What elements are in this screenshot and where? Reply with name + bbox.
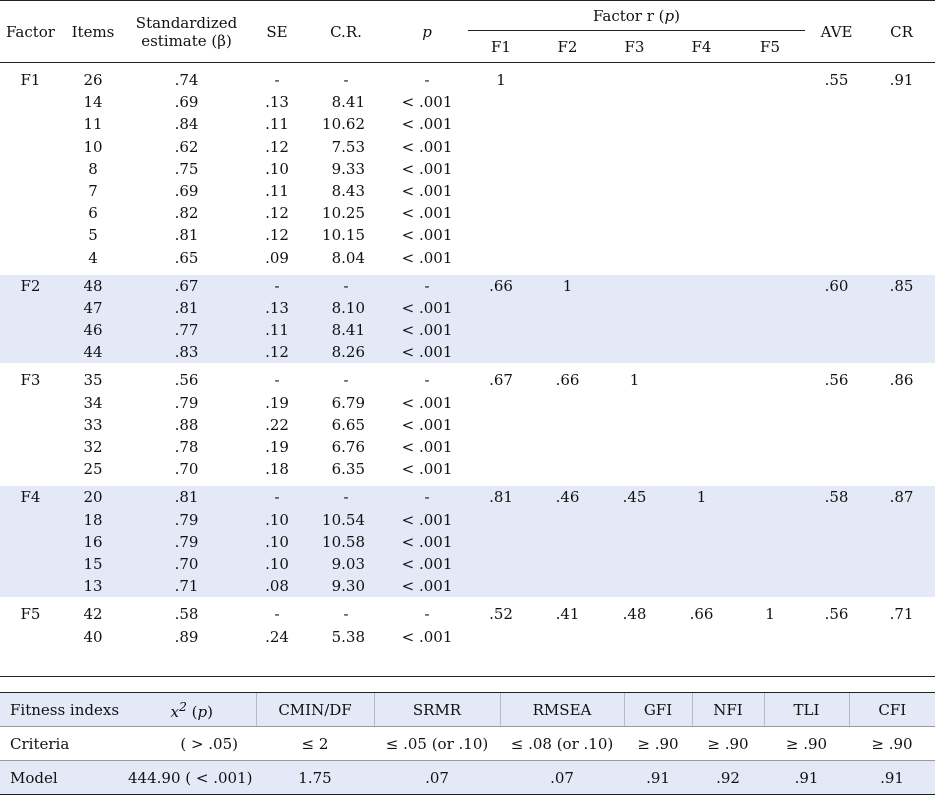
- header-std-line2: estimate (β): [141, 31, 232, 50]
- criteria-gfi: ≥ .90: [637, 734, 679, 753]
- fitness-header-nfi: NFI: [692, 693, 764, 727]
- cr-value: .85: [868, 275, 935, 364]
- p-value: < .001: [401, 93, 453, 112]
- item-number: 8: [88, 159, 98, 178]
- p-value: < .001: [401, 438, 453, 456]
- standard-error: .12: [265, 204, 289, 223]
- standardized-estimate-cell: [125, 275, 248, 364]
- critical-ratio: 8.26: [331, 343, 365, 362]
- ave-value: .55: [824, 71, 849, 89]
- model-cfi: .91: [849, 761, 935, 795]
- header-f5: F5: [735, 31, 805, 63]
- item-number: 7: [88, 181, 98, 200]
- header-f3: F3: [601, 31, 668, 63]
- factor-label: F5: [20, 605, 41, 624]
- header-f4: F4: [668, 31, 735, 63]
- factor-correlation: [534, 69, 601, 269]
- fitness-header-tli: TLI: [764, 693, 849, 727]
- standard-error-cell: [248, 369, 306, 480]
- factor-correlation: .41: [555, 605, 580, 624]
- item-number: 5: [88, 226, 98, 245]
- p-value: -: [424, 488, 430, 507]
- fitness-indexes-table: [0, 692, 935, 795]
- ave-value: .60: [805, 275, 868, 364]
- header-se: SE: [248, 1, 306, 63]
- criteria-rmsea: ≤ .08 (or .10): [510, 734, 614, 753]
- p-value-cell: [386, 486, 468, 597]
- standardized-estimate: .70: [174, 460, 199, 479]
- item-number: 14: [83, 93, 103, 112]
- criteria-chi: ( > .05): [180, 734, 238, 753]
- standardized-estimate: .56: [174, 371, 199, 390]
- standardized-estimate: .81: [174, 488, 199, 507]
- item-number: 46: [83, 321, 103, 340]
- item-number: 40: [83, 627, 103, 646]
- header-factor: Factor: [0, 1, 61, 63]
- item-number-cell: [61, 603, 125, 647]
- fitness-criteria-row: [0, 727, 935, 761]
- standard-error: .10: [265, 532, 289, 551]
- standardized-estimate: .74: [174, 71, 199, 89]
- item-number: 34: [83, 393, 103, 412]
- header-f1: F1: [468, 31, 534, 63]
- group-spacer: [0, 648, 935, 654]
- standardized-estimate: .69: [174, 93, 199, 112]
- model-rmsea: .07: [500, 761, 624, 795]
- p-value: < .001: [401, 510, 453, 529]
- item-number: 11: [83, 115, 103, 134]
- standardized-estimate: .62: [174, 137, 199, 156]
- p-value: < .001: [401, 204, 453, 223]
- standardized-estimate: .89: [174, 627, 199, 646]
- fitness-header-chi: $x^2$ (p): [128, 693, 256, 727]
- factor-correlation: [601, 275, 668, 364]
- factor-correlation: .46: [534, 486, 601, 597]
- p-value-cell: [386, 275, 468, 364]
- factor-label: F2: [0, 275, 61, 364]
- critical-ratio: -: [343, 488, 349, 507]
- factor-label: F3: [20, 371, 41, 390]
- factor-correlation: .48: [622, 605, 647, 624]
- item-number: 6: [88, 204, 98, 223]
- factor-correlation: 1: [765, 605, 775, 624]
- model-cmin: 1.75: [256, 761, 374, 795]
- standard-error: -: [274, 488, 280, 507]
- factor-correlation: [668, 369, 735, 480]
- standardized-estimate: .88: [174, 415, 199, 434]
- critical-ratio-cell: [306, 603, 386, 647]
- critical-ratio: -: [343, 71, 349, 89]
- factor-correlation: [735, 275, 805, 364]
- criteria-srmr: ≤ .05 (or .10): [385, 734, 489, 753]
- standard-error: .11: [265, 181, 289, 200]
- standard-error: .12: [265, 226, 289, 245]
- p-value: -: [424, 605, 430, 624]
- fitness-header-cfi: CFI: [849, 693, 935, 727]
- model-tli: .91: [764, 761, 849, 795]
- item-number: 15: [83, 554, 103, 573]
- factor-correlation: 1: [496, 71, 506, 89]
- cr-value: .86: [889, 371, 914, 390]
- critical-ratio: 8.41: [331, 93, 365, 112]
- critical-ratio-cell: [306, 369, 386, 480]
- standardized-estimate-cell: [125, 69, 248, 269]
- header-std-line1: Standardized: [135, 13, 238, 32]
- standardized-estimate-cell: [125, 603, 248, 647]
- standardized-estimate: .79: [174, 532, 199, 551]
- standardized-estimate: .81: [174, 226, 199, 245]
- standard-error: .10: [265, 510, 289, 529]
- standard-error: .09: [265, 248, 289, 267]
- critical-ratio: 6.76: [331, 438, 365, 456]
- standard-error: .12: [265, 137, 289, 156]
- critical-ratio-cell: [306, 69, 386, 269]
- factor-label: F1: [20, 71, 41, 89]
- fitness-header-gfi: GFI: [624, 693, 692, 727]
- p-value: < .001: [401, 415, 453, 434]
- critical-ratio: 9.03: [331, 554, 365, 573]
- factor-correlation: [668, 275, 735, 364]
- p-value: -: [424, 71, 430, 89]
- factor-correlation: .45: [601, 486, 668, 597]
- standardized-estimate: .75: [174, 159, 199, 178]
- item-number: 42: [83, 605, 103, 624]
- factor-correlation: 1: [629, 371, 640, 390]
- p-value-cell: [386, 369, 468, 480]
- critical-ratio: 10.54: [322, 510, 365, 529]
- standardized-estimate: .79: [174, 510, 199, 529]
- p-value: < .001: [401, 226, 453, 245]
- standard-error: -: [274, 71, 280, 89]
- p-value: < .001: [401, 248, 453, 267]
- critical-ratio: 8.43: [331, 181, 365, 200]
- critical-ratio: -: [343, 371, 349, 390]
- factor-correlation: .66: [555, 371, 580, 390]
- item-number-cell: [61, 275, 125, 364]
- standard-error: .10: [265, 159, 289, 178]
- criteria-tli: ≥ .90: [785, 734, 828, 753]
- item-number: 13: [83, 577, 103, 596]
- p-value: < .001: [401, 115, 453, 134]
- standard-error: .19: [265, 438, 289, 456]
- p-value: < .001: [401, 627, 453, 646]
- model-label: Model: [0, 761, 128, 795]
- standard-error: .24: [265, 627, 289, 646]
- factor-correlation: .66: [468, 275, 534, 364]
- p-value: < .001: [401, 554, 453, 573]
- standardized-estimate: .69: [174, 181, 199, 200]
- p-value: < .001: [401, 298, 453, 317]
- fitness-header-rmsea: RMSEA: [500, 693, 624, 727]
- factor-group-row: [0, 275, 935, 364]
- item-number: 48: [83, 276, 103, 295]
- criteria-cfi: ≥ .90: [871, 734, 913, 753]
- item-number: 18: [83, 510, 103, 529]
- standard-error: .18: [265, 460, 289, 479]
- critical-ratio: -: [343, 605, 349, 624]
- header-critical-ratio: C.R.: [306, 1, 386, 63]
- header-factor-r-close: ): [674, 6, 681, 25]
- standard-error: .11: [265, 321, 289, 340]
- item-number: 10: [83, 137, 103, 156]
- model-srmr: .07: [374, 761, 500, 795]
- item-number-cell: [61, 486, 125, 597]
- item-number: 32: [83, 438, 103, 456]
- standardized-estimate: .83: [174, 343, 199, 362]
- standard-error-cell: [248, 486, 306, 597]
- standardized-estimate: .70: [174, 554, 199, 573]
- factor-group-row: [0, 486, 935, 597]
- factor-label: F4: [0, 486, 61, 597]
- model-nfi: .92: [692, 761, 764, 795]
- item-number-cell: [61, 69, 125, 269]
- item-number: 44: [83, 343, 103, 362]
- model-gfi: .91: [624, 761, 692, 795]
- standardized-estimate: .65: [174, 248, 199, 267]
- chi-sup: 2: [178, 698, 187, 714]
- p-value: < .001: [401, 532, 453, 551]
- p-value: < .001: [401, 393, 453, 412]
- p-value: < .001: [401, 181, 453, 200]
- standardized-estimate: .81: [174, 298, 199, 317]
- factor-group-row: [0, 69, 935, 269]
- standard-error: .08: [265, 577, 289, 596]
- item-number: 16: [83, 532, 103, 551]
- standard-error: .12: [265, 343, 289, 362]
- standardized-estimate: .78: [174, 438, 199, 456]
- p-value: -: [424, 276, 430, 295]
- critical-ratio: 10.15: [322, 226, 365, 245]
- header-factor-r-text: Factor r (: [593, 6, 665, 25]
- factor-correlation: [668, 69, 735, 269]
- p-value: -: [424, 371, 430, 390]
- critical-ratio: 10.25: [322, 204, 365, 223]
- header-items: Items: [61, 1, 125, 63]
- standard-error: -: [274, 371, 280, 390]
- cr-value: .91: [889, 71, 914, 89]
- factor-correlation: .52: [489, 605, 513, 624]
- factor-group-row: [0, 603, 935, 647]
- standardized-estimate: .71: [174, 577, 199, 596]
- p-value: < .001: [401, 321, 453, 340]
- item-number: 35: [83, 371, 103, 390]
- header-f2: F2: [534, 31, 601, 63]
- p-value-cell: [386, 603, 468, 647]
- item-number: 26: [83, 71, 103, 89]
- fitness-header-cmin: CMIN/DF: [256, 693, 374, 727]
- critical-ratio: 5.38: [331, 627, 365, 646]
- standardized-estimate-cell: [125, 369, 248, 480]
- critical-ratio: 8.41: [331, 321, 365, 340]
- header-ave: AVE: [805, 1, 868, 63]
- criteria-label: Criteria: [10, 734, 70, 753]
- critical-ratio: 8.10: [331, 298, 365, 317]
- standard-error-cell: [248, 69, 306, 269]
- standardized-estimate: .58: [174, 605, 199, 624]
- critical-ratio: 7.53: [331, 137, 365, 156]
- cr-value: .71: [889, 605, 914, 624]
- standard-error: .19: [265, 393, 289, 412]
- ave-value: .58: [805, 486, 868, 597]
- factor-correlation: [735, 486, 805, 597]
- table-header: [0, 1, 935, 63]
- cr-value: .87: [868, 486, 935, 597]
- critical-ratio: 10.62: [322, 115, 365, 134]
- critical-ratio-cell: [306, 486, 386, 597]
- chi-symbol: x: [170, 702, 179, 721]
- factor-correlation: [735, 69, 805, 269]
- item-number: 47: [83, 298, 103, 317]
- critical-ratio: 9.30: [331, 577, 365, 596]
- standardized-estimate: .84: [174, 115, 199, 134]
- factor-correlation: [601, 69, 668, 269]
- item-number: 25: [83, 460, 103, 479]
- fitness-header-label: Fitness indexs: [0, 693, 128, 727]
- standard-error: -: [274, 605, 280, 624]
- header-factor-r-p: p: [664, 6, 675, 25]
- standard-error-cell: [248, 603, 306, 647]
- criteria-nfi: ≥ .90: [707, 734, 749, 753]
- standard-error: .11: [265, 115, 289, 134]
- ave-value: .56: [824, 605, 849, 624]
- standardized-estimate: .82: [174, 204, 199, 223]
- standardized-estimate-cell: [125, 486, 248, 597]
- critical-ratio: 6.65: [331, 415, 365, 434]
- fitness-header-srmr: SRMR: [374, 693, 500, 727]
- standard-error-cell: [248, 275, 306, 364]
- standard-error: -: [274, 276, 280, 295]
- model-chi: 444.90 ( < .001): [128, 761, 256, 795]
- ave-value: .56: [824, 371, 849, 390]
- p-value: < .001: [401, 577, 453, 596]
- p-value: < .001: [401, 460, 453, 479]
- standard-error: .13: [265, 93, 289, 112]
- critical-ratio: 6.35: [331, 460, 365, 479]
- header-factor-r: [468, 1, 805, 31]
- table-bottom-rule: [0, 676, 935, 677]
- standardized-estimate: .79: [174, 393, 199, 412]
- factor-correlation: .81: [468, 486, 534, 597]
- standard-error: .22: [265, 415, 289, 434]
- critical-ratio-cell: [306, 275, 386, 364]
- item-number: 33: [83, 415, 103, 434]
- critical-ratio: -: [343, 276, 349, 295]
- standardized-estimate: .77: [174, 321, 199, 340]
- factor-correlation: 1: [534, 275, 601, 364]
- factor-correlation: [735, 369, 805, 480]
- chi-p: p: [197, 702, 208, 721]
- header-p: p: [386, 1, 468, 63]
- standard-error: .13: [265, 298, 289, 317]
- p-value: < .001: [401, 159, 453, 178]
- item-number: 20: [83, 488, 103, 507]
- factor-group-row: [0, 369, 935, 480]
- p-value: < .001: [401, 137, 453, 156]
- standardized-estimate: .67: [174, 276, 199, 295]
- criteria-cmin: ≤ 2: [301, 734, 329, 753]
- factor-correlation: .67: [489, 371, 513, 390]
- critical-ratio: 9.33: [331, 159, 365, 178]
- header-standardized-estimate: [125, 1, 248, 63]
- item-number-cell: [61, 369, 125, 480]
- factor-correlation: 1: [668, 486, 735, 597]
- p-value: < .001: [401, 343, 453, 362]
- critical-ratio: 6.79: [331, 393, 365, 412]
- p-value-cell: [386, 69, 468, 269]
- factor-correlation: .66: [689, 605, 714, 624]
- table-body: [0, 63, 935, 654]
- critical-ratio: 8.04: [331, 248, 365, 267]
- fitness-model-row: [0, 761, 935, 795]
- item-number: 4: [88, 248, 98, 267]
- header-cr: CR: [868, 1, 935, 63]
- critical-ratio: 10.58: [322, 532, 365, 551]
- fitness-header-row: [0, 693, 935, 727]
- standard-error: .10: [265, 554, 289, 573]
